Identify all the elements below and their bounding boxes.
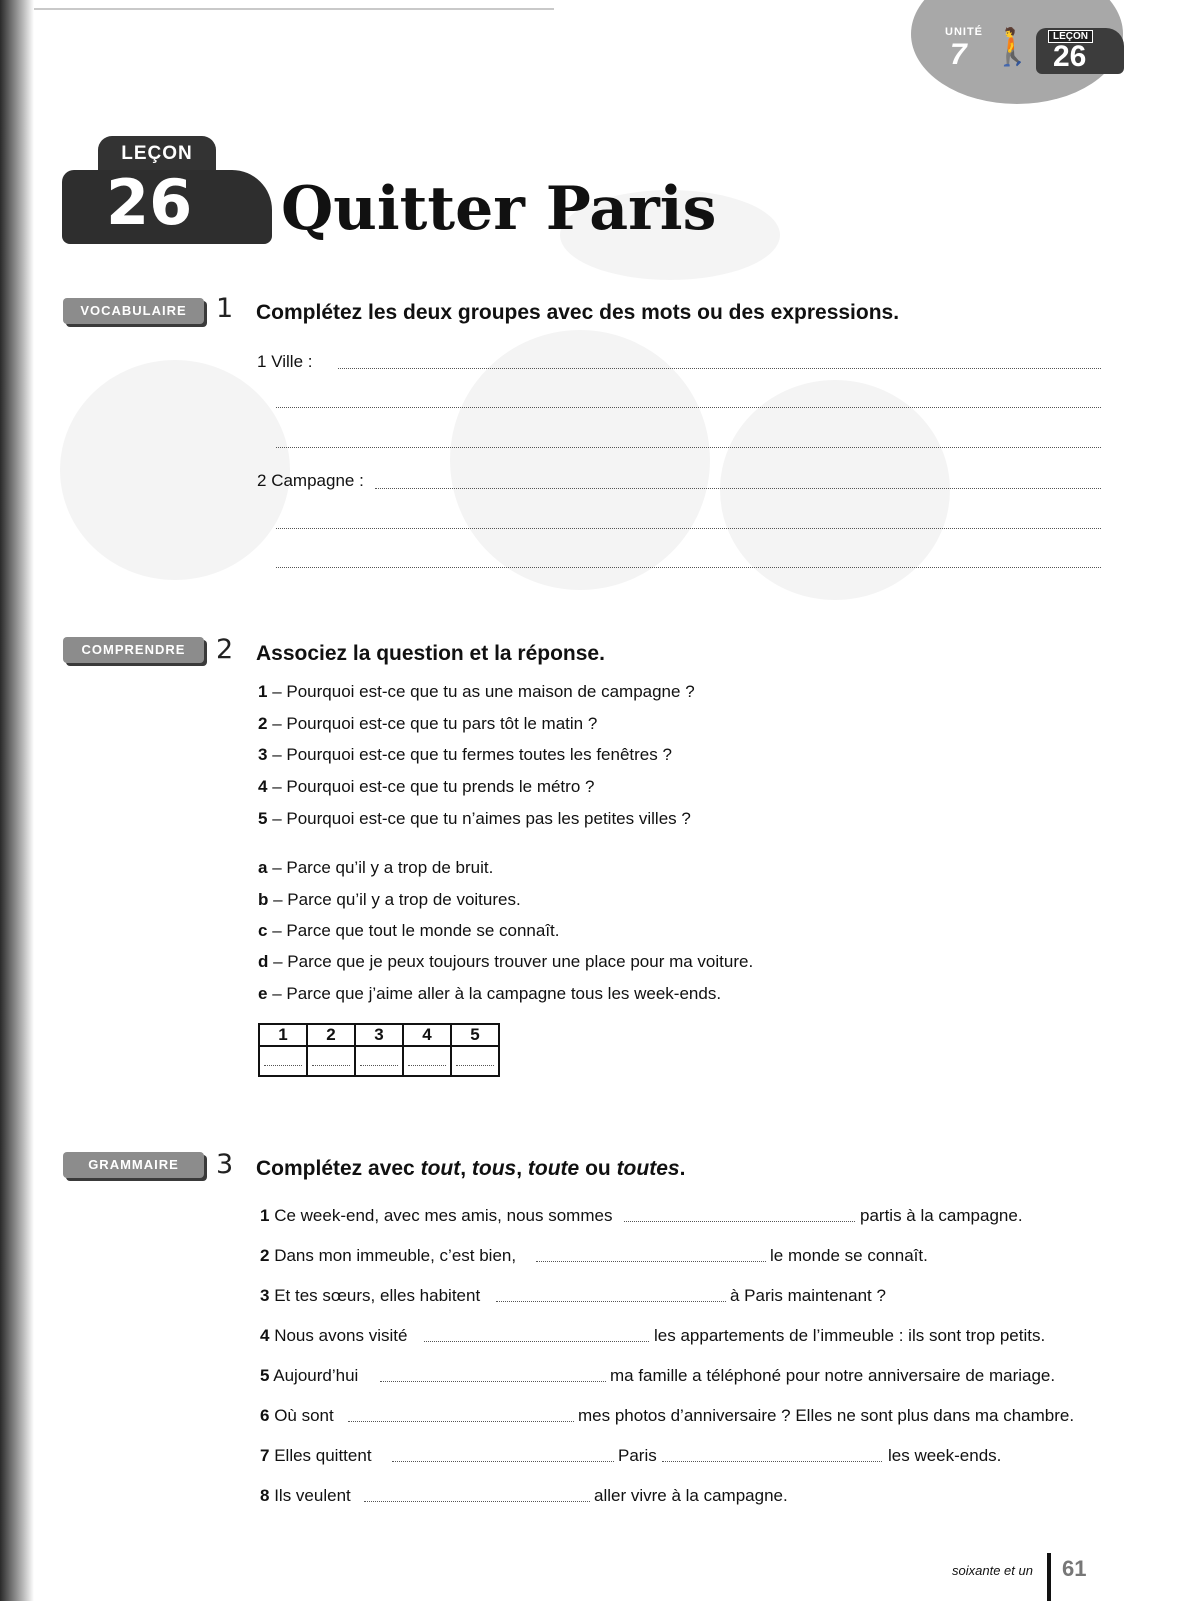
question-text: – Pourquoi est-ce que tu pars tôt le matin ? — [272, 714, 598, 733]
grid-answer-cell[interactable] — [451, 1046, 499, 1076]
question-text: – Pourquoi est-ce que tu prends le métro ? — [272, 777, 595, 796]
exercise-instruction: Complétez les deux groupes avec des mots ou des expressions. — [256, 301, 900, 324]
question-text: – Pourquoi est-ce que tu n’aimes pas les petites villes ? — [272, 809, 691, 828]
grid-answer-cell[interactable] — [259, 1046, 307, 1076]
unit-number: 7 — [950, 38, 967, 71]
instruction-word: toute — [527, 1157, 580, 1180]
grammar-item — [260, 1406, 334, 1426]
blank-input[interactable] — [496, 1301, 726, 1302]
vocab-item — [257, 471, 364, 491]
item-text-before: Elles quittent — [274, 1446, 372, 1465]
top-rule — [34, 8, 554, 10]
item-text-after: les appartements de l’immeuble : ils sont trop petits. — [654, 1326, 1046, 1345]
exercise-number: 2 — [216, 634, 234, 665]
grammar-item — [260, 1326, 407, 1346]
answer-item — [258, 921, 560, 941]
item-text-after: partis à la campagne. — [860, 1206, 1023, 1225]
answer-text: – Parce qu’il y a trop de bruit. — [272, 858, 494, 877]
question-number: 1 — [258, 682, 268, 701]
grid-header: 5 — [451, 1024, 499, 1046]
answer-item — [258, 858, 493, 878]
question-item — [258, 777, 594, 797]
answer-line[interactable] — [338, 368, 1101, 369]
answer-text: – Parce qu’il y a trop de voitures. — [273, 890, 521, 909]
grid-header: 3 — [355, 1024, 403, 1046]
answer-letter: c — [258, 921, 268, 940]
section-label-vocabulaire: VOCABULAIRE — [63, 298, 204, 324]
question-item — [258, 714, 597, 734]
blank-input[interactable] — [662, 1461, 882, 1462]
blank-input[interactable] — [624, 1221, 855, 1222]
item-number: 1 — [257, 352, 267, 371]
grid-header: 1 — [259, 1024, 307, 1046]
blank-input[interactable] — [392, 1461, 614, 1462]
grid-header: 2 — [307, 1024, 355, 1046]
answer-letter: e — [258, 984, 268, 1003]
answer-line[interactable] — [276, 447, 1101, 448]
answer-line[interactable] — [375, 488, 1101, 489]
grid-header: 4 — [403, 1024, 451, 1046]
blank-input[interactable] — [364, 1501, 590, 1502]
answer-item — [258, 984, 721, 1004]
grid-answer-cell[interactable] — [355, 1046, 403, 1076]
section-label-grammaire: GRAMMAIRE — [63, 1152, 204, 1178]
instruction-word: toutes — [616, 1157, 680, 1180]
question-text: – Pourquoi est-ce que tu fermes toutes les fenêtres ? — [272, 745, 672, 764]
exercise-instruction — [256, 1157, 685, 1181]
item-number: 4 — [260, 1326, 270, 1345]
grid-answer-cell[interactable] — [307, 1046, 355, 1076]
item-text-after: le monde se connaît. — [770, 1246, 928, 1265]
item-text-after: mes photos d’anniversaire ? Elles ne sont plus dans ma chambre. — [578, 1406, 1075, 1425]
item-number: 2 — [257, 471, 267, 490]
question-number: 2 — [258, 714, 268, 733]
blank-input[interactable] — [424, 1341, 649, 1342]
walking-person-icon: 🚶 — [990, 26, 1035, 67]
show-through-illustration — [450, 330, 710, 590]
answer-letter: d — [258, 952, 269, 971]
item-number: 5 — [260, 1366, 270, 1385]
vocab-item — [257, 352, 312, 372]
question-number: 5 — [258, 809, 268, 828]
answer-item — [258, 890, 521, 910]
lecon-mini-number: 26 — [1053, 40, 1087, 73]
question-number: 4 — [258, 777, 268, 796]
footer-bar — [1047, 1553, 1051, 1601]
question-item — [258, 745, 672, 765]
item-text-after: les week-ends. — [888, 1446, 1002, 1465]
instruction-separator: , — [516, 1157, 528, 1180]
book-spine-shadow — [0, 0, 34, 1601]
lecon-number: 26 — [106, 166, 193, 239]
item-text-before: Nous avons visité — [274, 1326, 408, 1345]
answer-letter: a — [258, 858, 268, 877]
grammar-item — [260, 1286, 480, 1306]
item-number: 7 — [260, 1446, 270, 1465]
question-item — [258, 809, 691, 829]
page-title: Quitter Paris — [281, 174, 717, 244]
item-text-before: Ils veulent — [274, 1486, 351, 1505]
matching-grid — [258, 1023, 500, 1077]
item-text-before: Aujourd’hui — [273, 1366, 359, 1385]
instruction-prefix: Complétez avec — [256, 1157, 421, 1180]
section-label-comprendre: COMPRENDRE — [63, 637, 204, 663]
grammar-item — [260, 1246, 516, 1266]
answer-item — [258, 952, 753, 972]
instruction-separator: ou — [579, 1157, 617, 1180]
lecon-label: LEÇON — [121, 143, 193, 164]
exercise-number: 3 — [216, 1149, 234, 1180]
question-number: 3 — [258, 745, 268, 764]
answer-text: – Parce que tout le monde se connaît. — [272, 921, 560, 940]
grammar-item — [260, 1366, 358, 1386]
exercise-number: 1 — [216, 293, 234, 324]
item-text-before: Ce week-end, avec mes amis, nous sommes — [274, 1206, 613, 1225]
show-through-illustration — [60, 360, 290, 580]
answer-line[interactable] — [276, 567, 1101, 568]
item-text-before: Où sont — [274, 1406, 334, 1425]
page-number: 61 — [1062, 1556, 1087, 1581]
instruction-word: tous — [471, 1157, 517, 1180]
item-text-before: Dans mon immeuble, c’est bien, — [274, 1246, 517, 1265]
item-number: 6 — [260, 1406, 270, 1425]
grammar-item — [260, 1446, 372, 1466]
instruction-end: . — [679, 1157, 686, 1180]
grammar-item — [260, 1486, 351, 1506]
answer-line[interactable] — [276, 528, 1101, 529]
item-text-after: aller vivre à la campagne. — [594, 1486, 788, 1505]
blank-input[interactable] — [536, 1261, 766, 1262]
item-text-after: ma famille a téléphoné pour notre anniversaire de mariage. — [610, 1366, 1056, 1385]
item-number: 3 — [260, 1286, 270, 1305]
item-label: Ville : — [271, 352, 313, 371]
item-text-before: Et tes sœurs, elles habitent — [274, 1286, 481, 1305]
item-number: 1 — [260, 1206, 270, 1225]
item-number: 8 — [260, 1486, 270, 1505]
instruction-word: tout — [420, 1157, 461, 1180]
answer-text: – Parce que je peux toujours trouver une place pour ma voiture. — [273, 952, 754, 971]
grid-answer-cell[interactable] — [403, 1046, 451, 1076]
question-text: – Pourquoi est-ce que tu as une maison de campagne ? — [272, 682, 695, 701]
blank-input[interactable] — [380, 1381, 606, 1382]
grammar-item — [260, 1206, 612, 1226]
page-number-words: soixante et un — [952, 1563, 1033, 1578]
item-text-after: à Paris maintenant ? — [730, 1286, 886, 1305]
answer-letter: b — [258, 890, 269, 909]
exercise-instruction: Associez la question et la réponse. — [256, 642, 605, 665]
item-number: 2 — [260, 1246, 270, 1265]
item-label: Campagne : — [271, 471, 364, 490]
instruction-separator: , — [460, 1157, 472, 1180]
lecon-mini-label: LEÇON — [1048, 30, 1093, 43]
question-item — [258, 682, 695, 702]
blank-input[interactable] — [348, 1421, 574, 1422]
answer-line[interactable] — [276, 407, 1101, 408]
item-text-middle: Paris — [618, 1446, 657, 1465]
unit-label: UNITÉ — [945, 26, 983, 38]
answer-text: – Parce que j’aime aller à la campagne tous les week-ends. — [272, 984, 722, 1003]
